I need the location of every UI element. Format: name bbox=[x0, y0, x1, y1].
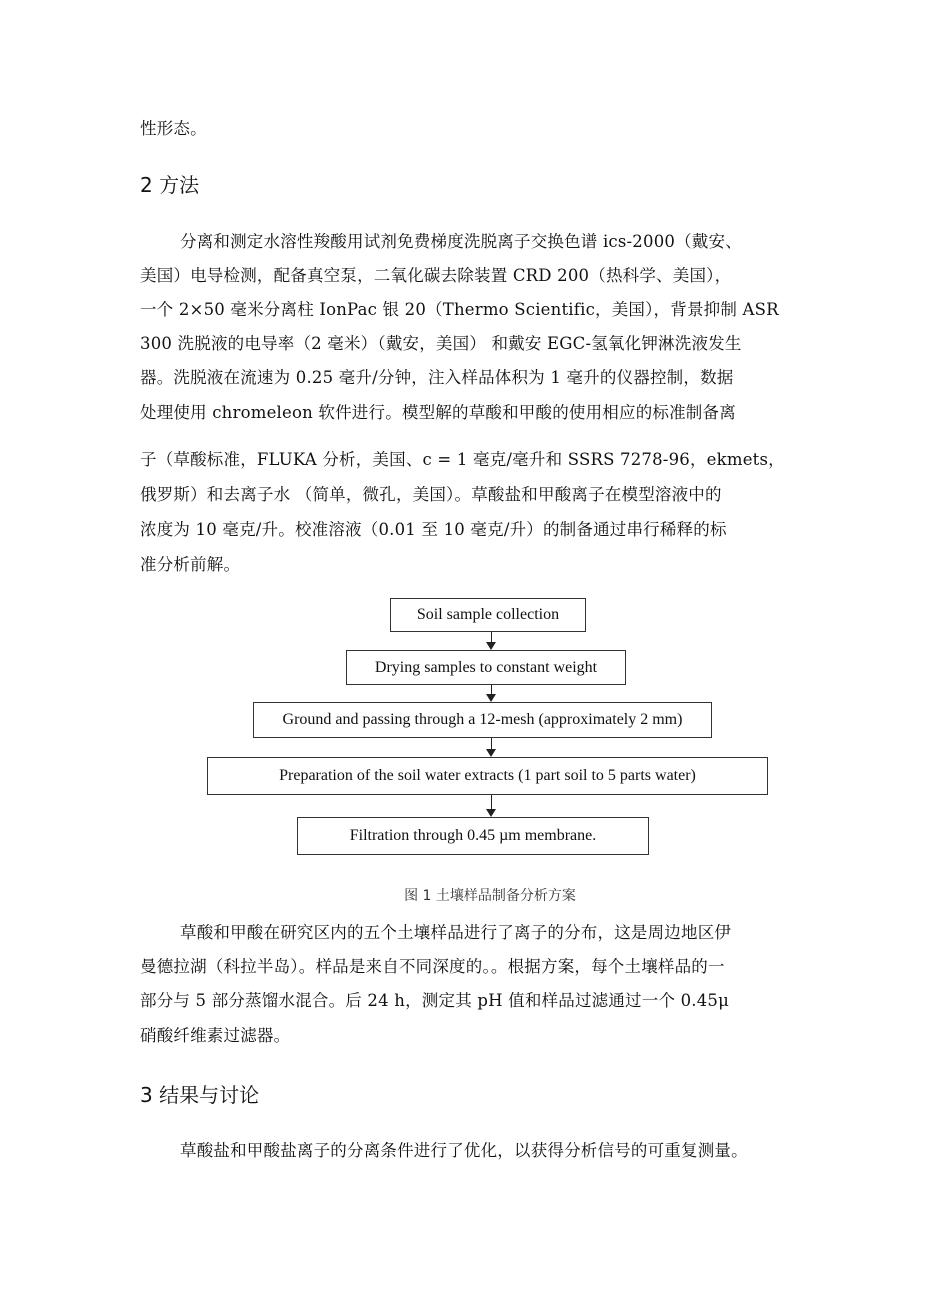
text-line: 300 洗脱液的电导率（2 毫米）（戴安，美国） 和戴安 EGC-氢氧化钾淋洗液发生 bbox=[140, 334, 742, 353]
text-line: 俄罗斯）和去离子水 （简单，微孔，美国）。草酸盐和甲酸离子在模型溶液中的 bbox=[140, 485, 722, 504]
text-line: 美国）电导检测，配备真空泵，二氧化碳去除装置 CRD 200（热科学、美国）， bbox=[140, 266, 732, 285]
flow-step-extract-preparation: Preparation of the soil water extracts (1 part soil to 5 parts water) bbox=[207, 757, 768, 795]
flow-step-sample-collection: Soil sample collection bbox=[390, 598, 586, 632]
arrow-down-icon bbox=[486, 738, 496, 757]
text-line: 分离和测定水溶性羧酸用试剂免费梯度洗脱离子交换色谱 ics-2000（戴安、 bbox=[180, 232, 742, 251]
text-line: 浓度为 10 毫克/升。校准溶液（0.01 至 10 毫克/升）的制备通过串行稀释的标 bbox=[140, 520, 727, 539]
text-line: 准分析前解。 bbox=[140, 555, 241, 574]
text-line: 曼德拉湖（科拉半岛）。样品是来自不同深度的。。根据方案，每个土壤样品的一 bbox=[140, 957, 725, 976]
section-heading-methods: 2 方法 bbox=[140, 173, 200, 197]
text-line: 草酸和甲酸在研究区内的五个土壤样品进行了离子的分布，这是周边地区伊 bbox=[180, 923, 732, 942]
text-line: 硝酸纤维素过滤器。 bbox=[140, 1026, 291, 1045]
flow-step-grinding: Ground and passing through a 12-mesh (approximately 2 mm) bbox=[253, 702, 712, 738]
text-line: 器。洗脱液在流速为 0.25 毫升/分钟，注入样品体积为 1 毫升的仪器控制，数据 bbox=[140, 368, 734, 387]
section-heading-results: 3 结果与讨论 bbox=[140, 1083, 260, 1107]
figure-caption: 图 1 土壤样品制备分析方案 bbox=[404, 888, 576, 904]
arrow-down-icon bbox=[486, 795, 496, 817]
paragraph-fragment: 性形态。 bbox=[140, 119, 207, 138]
text-line: 部分与 5 部分蒸馏水混合。后 24 h，测定其 pH 值和样品过滤通过一个 0.45μ bbox=[140, 991, 730, 1010]
text-line: 草酸盐和甲酸盐离子的分离条件进行了优化，以获得分析信号的可重复测量。 bbox=[180, 1141, 748, 1160]
flow-step-filtration: Filtration through 0.45 µm membrane. bbox=[297, 817, 649, 855]
arrow-down-icon bbox=[486, 632, 496, 650]
text-line: 子（草酸标准，FLUKA 分析，美国、c = 1 毫克/毫升和 SSRS 7278-96，ekmets， bbox=[140, 450, 785, 469]
text-line: 一个 2×50 毫米分离柱 IonPac 银 20（Thermo Scientific，美国），背景抑制 ASR bbox=[140, 300, 779, 319]
text-line: 处理使用 chromeleon 软件进行。模型解的草酸和甲酸的使用相应的标准制备离 bbox=[140, 403, 736, 422]
arrow-down-icon bbox=[486, 685, 496, 702]
flow-step-drying: Drying samples to constant weight bbox=[346, 650, 626, 685]
